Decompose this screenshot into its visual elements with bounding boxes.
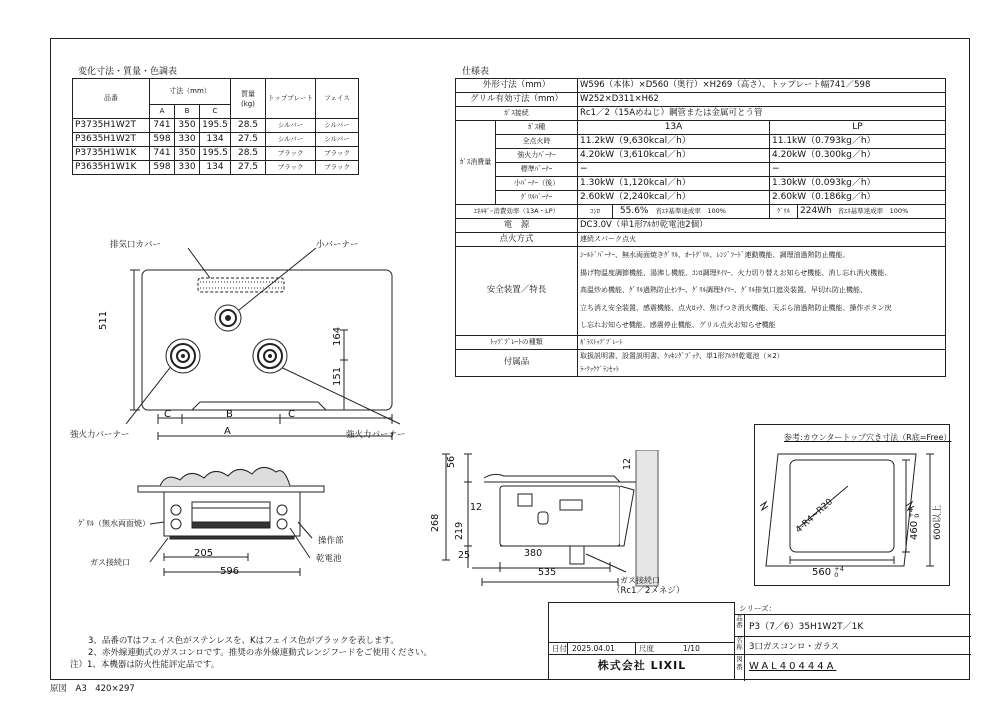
name-label: 名称 bbox=[735, 637, 745, 655]
cutout-width bbox=[812, 566, 844, 578]
row-face: ブラック bbox=[316, 147, 359, 161]
model-value: P3（7／6）35H1W2T／1K bbox=[749, 622, 864, 632]
spec-table bbox=[455, 78, 946, 377]
variants-title: 変化寸法・質量・色調表 bbox=[78, 67, 178, 77]
spec-safety-line: し忘れお知らせ機能、感震停止機能、グリル点火お知らせ機能 bbox=[580, 321, 776, 329]
front-view-drawing bbox=[130, 462, 340, 580]
model-label: 品番 bbox=[735, 615, 745, 637]
note-line: 2、赤外線連動式のガスコンロです。推奨の赤外線連動式レンジフードをご使用ください。 bbox=[88, 648, 433, 658]
dim-268: 268 bbox=[430, 513, 441, 532]
spec-acc-line: 取扱説明書、設置説明書、ｸｯｷﾝｸﾞﾌﾞｯｸ、単1形ｱﾙｶﾘ乾電池（×2） bbox=[580, 351, 784, 360]
spec-safety-line: ｼｰﾙﾄﾞﾊﾞｰﾅｰ、無水両面焼きｸﾞﾘﾙ、ｵｰﾄｸﾞﾘﾙ、ﾚﾝｼﾞﾌｰﾄﾞ連動機能、調理油過熱防止機能、 bbox=[580, 251, 850, 259]
variants-header-a: A bbox=[150, 105, 175, 119]
row-top: ブラック bbox=[266, 147, 316, 161]
variants-header-c: C bbox=[200, 105, 231, 119]
drawing-number: WAL40444A bbox=[749, 661, 837, 672]
date-label: 日付 bbox=[552, 644, 567, 653]
row-face: シルバー bbox=[316, 133, 359, 147]
spec-eff-grill-std: 省ｴﾈ基準達成率 100% bbox=[837, 207, 909, 215]
dim-c-left: C bbox=[164, 409, 171, 420]
spec-eff-konro-val: 55.6% bbox=[619, 206, 649, 216]
spec-eff-konro-std: 省ｴﾈ基準達成率 100% bbox=[655, 207, 726, 215]
label-exhaust-cover: 排気口カバー bbox=[110, 240, 162, 250]
spec-title: 仕様表 bbox=[462, 67, 490, 77]
cutout-width-tol-minus: 0 bbox=[834, 571, 839, 579]
spec-eff-konro-cell bbox=[578, 205, 770, 219]
row-a: 598 bbox=[150, 161, 175, 175]
dim-596: 596 bbox=[220, 566, 240, 577]
spec-safety-line: 揚げ物温度調節機能、湯沸し機能、ｺﾝﾛ調理ﾀｲﾏｰ、火力切り替えお知らせ機能、消し忘れ消火機能、 bbox=[580, 268, 892, 277]
cutout-min-height: 600以上 bbox=[933, 504, 943, 540]
scale-value: 1/10 bbox=[683, 644, 700, 653]
spec-gastype-label: ｶﾞｽ種 bbox=[496, 121, 578, 135]
table-row bbox=[456, 191, 946, 205]
spec-lp: LP bbox=[770, 121, 946, 135]
variants-header-b: B bbox=[175, 105, 200, 119]
table-row bbox=[73, 161, 359, 175]
spec-acc-line: ﾗｰｸｯｸｸﾞﾗﾝｾｯﾄ bbox=[580, 364, 619, 373]
spec-row-label: ｸﾞﾘﾙﾊﾞｰﾅｰ bbox=[496, 191, 578, 205]
spec-topplate-value: ｶﾞﾗｽﾄｯﾌﾟﾌﾟﾚｰﾄ bbox=[578, 335, 946, 349]
plan-exhaust-cover bbox=[198, 278, 284, 292]
table-row bbox=[456, 135, 946, 149]
spec-grill-label: グリル有効寸法（mm） bbox=[456, 93, 578, 107]
row-model: P3735H1W2T bbox=[73, 119, 150, 133]
spec-row-13a: 11.2kW（9,630kcal／h） bbox=[578, 135, 770, 149]
variants-table bbox=[72, 78, 359, 175]
spec-row-lp: 1.30kW（0.093kg／h） bbox=[770, 177, 946, 191]
row-a: 598 bbox=[150, 133, 175, 147]
spec-row-13a: − bbox=[578, 163, 770, 177]
variants-header-face: フェイス bbox=[316, 79, 359, 119]
spec-safety-line: 立ち消え安全装置、感震機能、点火ﾛｯｸ、焦げつき消火機能、天ぷら油過熱防止機能、操作ボタン戻 bbox=[580, 303, 892, 312]
spec-row-13a: 1.30kW（1,120kcal／h） bbox=[578, 177, 770, 191]
row-face: ブラック bbox=[316, 161, 359, 175]
spec-row-label: 強火力ﾊﾞｰﾅｰ bbox=[496, 149, 578, 163]
spec-row-label: 小ﾊﾞｰﾅｰ（後） bbox=[496, 177, 578, 191]
spec-gasconn-label: ｶﾞｽ接続 bbox=[456, 107, 578, 121]
spec-ignition-label: 点火方式 bbox=[456, 233, 578, 247]
table-row bbox=[456, 177, 946, 191]
row-a: 741 bbox=[150, 147, 175, 161]
table-row bbox=[456, 163, 946, 177]
dim-205: 205 bbox=[194, 548, 214, 559]
spec-topplate-label: ﾄｯﾌﾟﾌﾟﾚｰﾄの種類 bbox=[456, 335, 578, 349]
spec-row-13a: 4.20kW（3,610kcal／h） bbox=[578, 149, 770, 163]
spec-eff-grill-val: 224Wh bbox=[800, 206, 832, 216]
table-row bbox=[73, 147, 359, 161]
table-row bbox=[456, 149, 946, 163]
series-label: シリーズ： bbox=[739, 604, 777, 613]
cutout-title: 参考:カウンタートップ穴き寸法（R底=Free） bbox=[784, 433, 952, 442]
spec-row-label: 標準ﾊﾞｰﾅｰ bbox=[496, 163, 578, 177]
spec-gasconn-value: Rc1／2（15Aめねじ）鋼管または金属可とう管 bbox=[578, 107, 946, 121]
cutout-corner: 4-R4~R20 bbox=[794, 497, 836, 536]
spec-grill-value: W252×D311×H62 bbox=[578, 93, 946, 107]
spec-power-label: 電 源 bbox=[456, 219, 578, 233]
cutout-height bbox=[908, 508, 920, 540]
row-c: 134 bbox=[200, 161, 231, 175]
date-value: 2025.04.01 bbox=[567, 643, 615, 654]
company-logo: 株式会社 LIXIL bbox=[597, 659, 687, 672]
variants-header-mass: 質量 (kg) bbox=[231, 79, 266, 119]
label-small-burner: 小バーナー bbox=[316, 240, 359, 250]
note-line: 注）1、本機器は防火性能評定品です。 bbox=[70, 660, 220, 670]
note-line: 3、品番のTはフェイス色がステンレスを、Kはフェイス色がブラックを表します。 bbox=[88, 636, 399, 646]
row-c: 195.5 bbox=[200, 119, 231, 133]
dim-164: 164 bbox=[332, 326, 343, 346]
spec-row-lp: 2.60kW（0.186kg／h） bbox=[770, 191, 946, 205]
row-top: ブラック bbox=[266, 161, 316, 175]
spec-eff-label: ｴﾈﾙｷﾞｰ消費効率（13A・LP） bbox=[456, 205, 578, 219]
spec-safety-line: 高温炒め機能、ｸﾞﾘﾙ過熱防止ｾﾝｻｰ、ｸﾞﾘﾙ調理ﾀｲﾏｰ、ｸﾞﾘﾙ排気口遮炎装置、早切れ防止機能、 bbox=[580, 286, 867, 294]
spec-13a: 13A bbox=[578, 121, 770, 135]
label-ops: 操作部 bbox=[318, 536, 344, 546]
spec-consumption-label: ｶﾞｽ消費量 bbox=[456, 121, 496, 205]
title-block-date-row bbox=[549, 643, 735, 655]
dim-b: B bbox=[226, 409, 233, 420]
table-row bbox=[73, 119, 359, 133]
burner-strong-right-icon bbox=[253, 339, 287, 373]
dim-56: 56 bbox=[446, 455, 457, 468]
footer-original-size: 原図 A3 420×297 bbox=[50, 684, 135, 694]
spec-row-lp: 11.1kW（0.793kg／h） bbox=[770, 135, 946, 149]
drawing-label: 図番 bbox=[735, 655, 745, 681]
title-block-right bbox=[734, 602, 970, 680]
label-gas-spec: （Rc1／2メネジ） bbox=[612, 586, 685, 596]
dim-151: 151 bbox=[332, 366, 343, 386]
row-model: P3635H1W1K bbox=[73, 161, 150, 175]
cutout-height-tol-minus: 0 bbox=[913, 513, 921, 518]
dim-12-left: 12 bbox=[470, 502, 483, 513]
row-face: シルバー bbox=[316, 119, 359, 133]
dim-a: A bbox=[224, 426, 231, 437]
spec-row-lp: − bbox=[770, 163, 946, 177]
dim-219: 219 bbox=[454, 521, 465, 540]
row-b: 350 bbox=[175, 119, 200, 133]
row-c: 134 bbox=[200, 133, 231, 147]
row-a: 741 bbox=[150, 119, 175, 133]
spec-outer-value: W596（本体）×D560（奥行）×H269（高さ）、トップレート幅741／598 bbox=[578, 79, 946, 93]
row-c: 195.5 bbox=[200, 147, 231, 161]
spec-row-label: 全点火時 bbox=[496, 135, 578, 149]
label-gas-inlet-front: ガス接続口 bbox=[90, 558, 130, 567]
spec-ignition-value: 連続スパーク点火 bbox=[578, 233, 946, 247]
row-mass: 28.5 bbox=[231, 147, 266, 161]
dim-25: 25 bbox=[458, 550, 471, 561]
scale-label: 尺度 bbox=[635, 643, 654, 654]
spec-power-value: DC3.0V（単1形ｱﾙｶﾘ乾電池2個） bbox=[578, 219, 946, 233]
table-row bbox=[73, 133, 359, 147]
label-strong-burner-left: 強火力バーナー bbox=[70, 430, 130, 440]
row-mass: 28.5 bbox=[231, 119, 266, 133]
dim-380: 380 bbox=[524, 548, 543, 559]
row-model: P3635H1W2T bbox=[73, 133, 150, 147]
row-b: 350 bbox=[175, 147, 200, 161]
cutout-width-value: 560 bbox=[812, 567, 832, 578]
notes bbox=[70, 635, 432, 671]
name-value: 3口ガスコンロ・ガラス bbox=[749, 642, 840, 652]
dim-511: 511 bbox=[98, 310, 109, 330]
spec-row-13a: 2.60kW（2,240kcal／h） bbox=[578, 191, 770, 205]
label-strong-burner-right: 強火力バーナー bbox=[346, 430, 406, 440]
label-gas-inlet-side: ガス接続口 bbox=[620, 576, 660, 585]
label-battery: 乾電池 bbox=[316, 554, 342, 564]
row-b: 330 bbox=[175, 133, 200, 147]
burner-strong-left-icon bbox=[166, 339, 200, 373]
dim-12-right: 12 bbox=[622, 457, 633, 470]
row-top: シルバー bbox=[266, 133, 316, 147]
variants-header-top: トッププレート bbox=[266, 79, 316, 119]
variants-header-model: 品番 bbox=[73, 79, 150, 119]
title-block bbox=[548, 602, 970, 680]
spec-row-lp: 4.20kW（0.300kg／h） bbox=[770, 149, 946, 163]
label-grill: ｸﾞﾘﾙ（無水両面焼） bbox=[78, 519, 150, 528]
plan-view-drawing bbox=[100, 228, 420, 448]
spec-eff-grill: ｸﾞﾘﾙ bbox=[770, 205, 798, 219]
burner-small-icon bbox=[215, 305, 241, 331]
row-mass: 27.5 bbox=[231, 161, 266, 175]
row-b: 330 bbox=[175, 161, 200, 175]
dim-535: 535 bbox=[538, 567, 557, 578]
row-top: シルバー bbox=[266, 119, 316, 133]
cutout-height-value: 460 bbox=[909, 520, 920, 540]
spec-acc-label: 付属品 bbox=[456, 349, 578, 376]
spec-acc-value bbox=[578, 349, 946, 376]
cutout-height-tol-plus: +4 bbox=[907, 508, 915, 518]
row-mass: 27.5 bbox=[231, 133, 266, 147]
variants-header-dims: 寸法（mm） bbox=[150, 79, 231, 105]
dim-c-right: C bbox=[288, 409, 295, 420]
cutout-width-tol-plus: +4 bbox=[834, 565, 844, 573]
spec-safety-label: 安全装置／特長 bbox=[456, 247, 578, 336]
row-model: P3735H1W1K bbox=[73, 147, 150, 161]
title-block-left bbox=[548, 642, 734, 680]
spec-outer-label: 外形寸法（mm） bbox=[456, 79, 578, 93]
spec-safety-value bbox=[578, 247, 946, 336]
wall bbox=[636, 450, 658, 586]
spec-eff-konro: ｺﾝﾛ bbox=[578, 205, 613, 218]
spec-eff-grill-cell bbox=[798, 205, 946, 219]
